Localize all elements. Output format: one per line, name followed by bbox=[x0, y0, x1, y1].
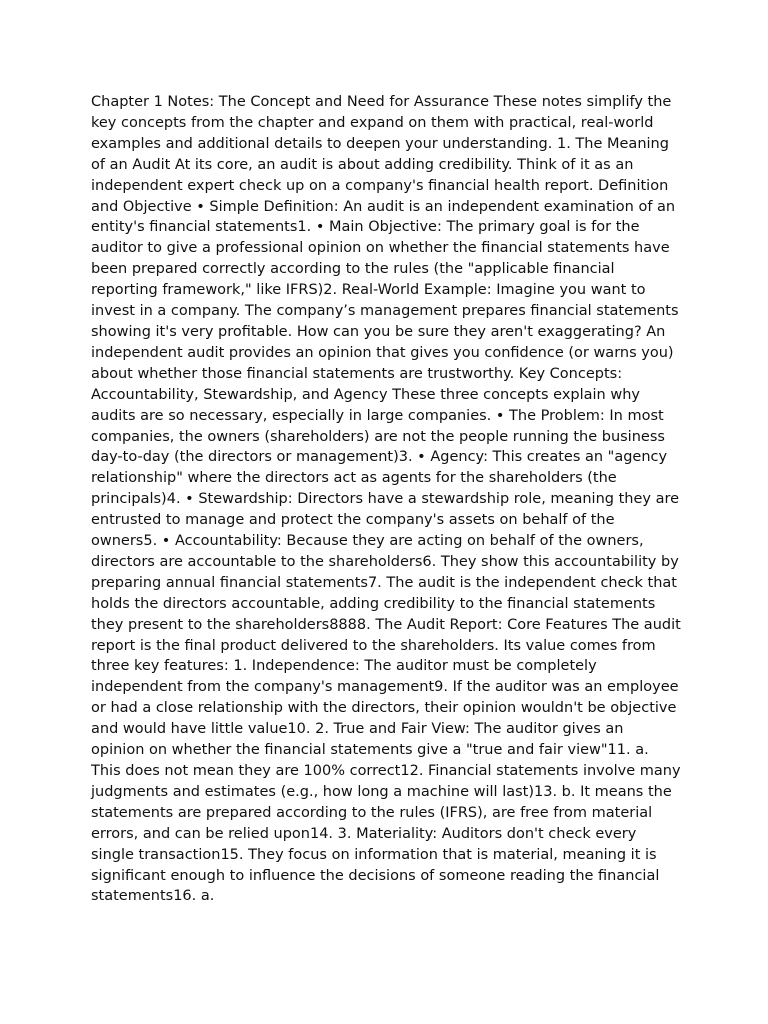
document-body-text: Chapter 1 Notes: The Concept and Need for Assurance These notes simplify the key concepts from the chapter and expand on them with practical, real-world examples and additional details to deepen your understanding. 1. The Meaning of an Audit At its core, an audit is about adding credibility. Think of it as an independent expert check up on a company's financial health report. Definition and Objective • Simple Definition: An audit is an independent examination of an entity's financial statements1. • Main Objective: The primary goal is for the auditor to give a professional opinion on whether the financial statements have been prepared correctly according to the rules (the "applicable financial reporting framework," like IFRS)2. Real-World Example: Imagine you want to invest in a company. The company’s management prepares financial statements showing it's very profitable. How can you be sure they aren't exaggerating? An independent audit provides an opinion that gives you confidence (or warns you) about whether those financial statements are trustworthy. Key Concepts: Accountability, Stewardship, and Agency These three concepts explain why audits are so necessary, especially in large companies. • The Problem: In most companies, the owners (shareholders) are not the people running the business day-to-day (the directors or management)3. • Agency: This creates an "agency relationship" where the directors act as agents for the shareholders (the principals)4. • Stewardship: Directors have a stewardship role, meaning they are entrusted to manage and protect the company's assets on behalf of the owners5. • Accountability: Because they are acting on behalf of the owners, directors are accountable to the shareholders6. They show this accountability by preparing annual financial statements7. The audit is the independent check that holds the directors accountable, adding credibility to the financial statements they present to the shareholders8888. The Audit Report: Core Features The audit report is the final product delivered to the shareholders. Its value comes from three key features: 1. Independence: The auditor must be completely independent from the company's management9. If the auditor was an employee or had a close relationship with the directors, their opinion wouldn't be objective and would have little value10. 2. True and Fair View: The auditor gives an opinion on whether the financial statements give a "true and fair view"11. a. This does not mean they are 100% correct12. Financial statements involve many judgments and estimates (e.g., how long a machine will last)13. b. It means the statements are prepared according to the rules (IFRS), are free from material errors, and can be relied upon14. 3. Materiality: Auditors don't check every single transaction15. They focus on information that is material, meaning it is significant enough to influence the decisions of someone reading the financial statements16. a. bbox=[91, 94, 681, 905]
